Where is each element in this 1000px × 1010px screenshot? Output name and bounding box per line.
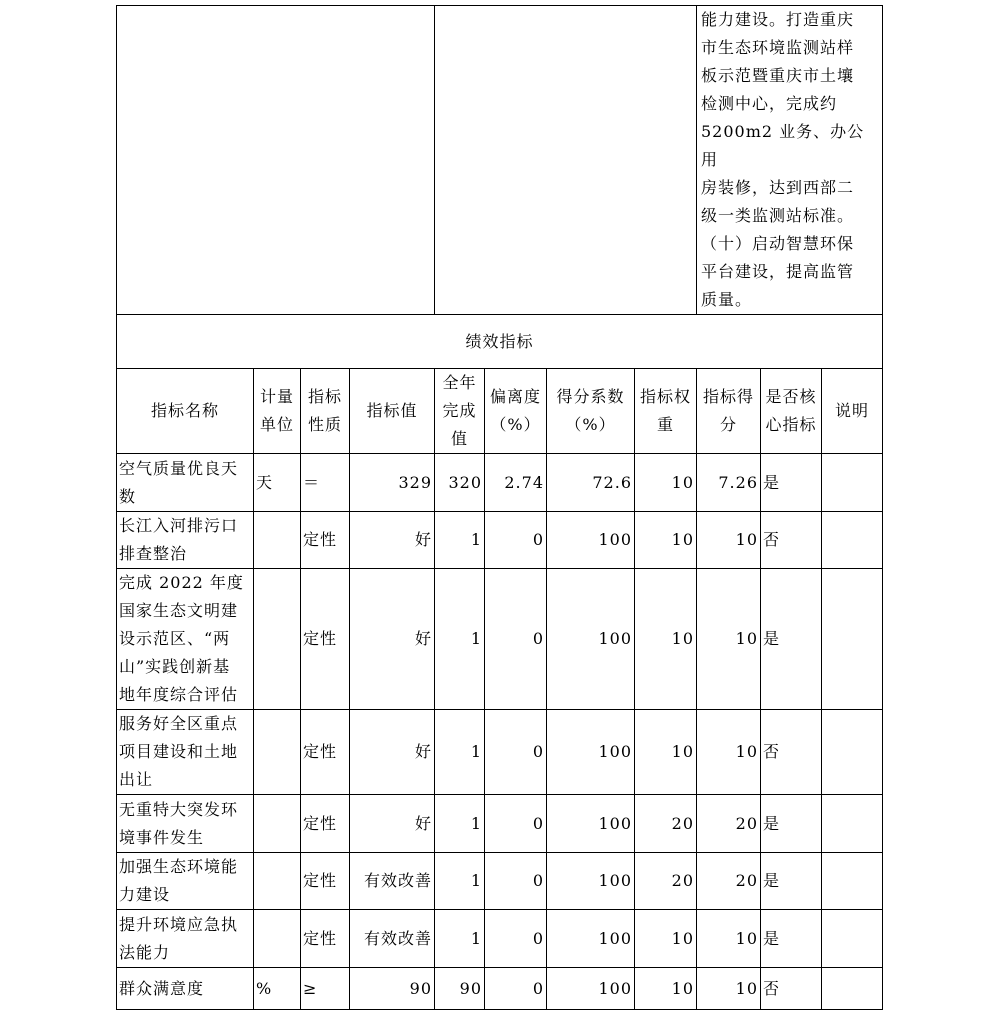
unit-cell [254, 910, 301, 968]
deviation-cell: 0 [485, 910, 547, 968]
indicator-name: 无重特大突发环 境事件发生 [117, 795, 254, 853]
header-coefficient: 得分系数 （%） [547, 369, 635, 454]
header-value: 指标值 [350, 369, 435, 454]
note-cell [822, 454, 883, 512]
coefficient-cell: 100 [547, 795, 635, 853]
nature-cell: 定性 [301, 795, 350, 853]
nature-cell: 定性 [301, 512, 350, 569]
score-cell: 7.26 [697, 454, 761, 512]
header-completed: 全年 完成 值 [435, 369, 485, 454]
table-row [117, 512, 883, 569]
section-title: 绩效指标 [117, 315, 883, 369]
indicator-name: 服务好全区重点 项目建设和土地 出让 [117, 710, 254, 795]
header-core: 是否核 心指标 [761, 369, 822, 454]
value-cell: 有效改善 [350, 910, 435, 968]
table-row [117, 569, 883, 710]
score-cell: 10 [697, 968, 761, 1010]
unit-cell [254, 569, 301, 710]
score-cell: 10 [697, 569, 761, 710]
unit-cell: 天 [254, 454, 301, 512]
completed-cell: 1 [435, 795, 485, 853]
weight-cell: 10 [635, 968, 697, 1010]
header-score: 指标得 分 [697, 369, 761, 454]
coefficient-cell: 72.6 [547, 454, 635, 512]
score-cell: 10 [697, 910, 761, 968]
top-description-row [117, 6, 883, 315]
completed-cell: 1 [435, 569, 485, 710]
core-cell: 否 [761, 512, 822, 569]
header-note: 说明 [822, 369, 883, 454]
unit-cell [254, 853, 301, 910]
indicator-name: 提升环境应急执 法能力 [117, 910, 254, 968]
weight-cell: 10 [635, 454, 697, 512]
table-row [117, 710, 883, 795]
section-title-row [117, 315, 883, 369]
deviation-cell: 0 [485, 968, 547, 1010]
deviation-cell: 2.74 [485, 454, 547, 512]
coefficient-cell: 100 [547, 710, 635, 795]
completed-cell: 1 [435, 710, 485, 795]
completed-cell: 1 [435, 910, 485, 968]
core-cell: 是 [761, 795, 822, 853]
nature-cell: 定性 [301, 569, 350, 710]
work-description-cell: 能力建设。打造重庆 市生态环境监测站样 板示范暨重庆市土壤 检测中心，完成约 5200m2 业务、办公用 房装修，达到西部二 级一类监测站标准。 （十）启动智慧环保 平台建设，提高监管 质量。 [697, 6, 883, 315]
coefficient-cell: 100 [547, 910, 635, 968]
indicator-name: 长江入河排污口 排查整治 [117, 512, 254, 569]
nature-cell: 定性 [301, 910, 350, 968]
note-cell [822, 968, 883, 1010]
weight-cell: 20 [635, 853, 697, 910]
core-cell: 否 [761, 968, 822, 1010]
header-row [117, 369, 883, 454]
indicator-name: 完成 2022 年度 国家生态文明建 设示范区、“两 山”实践创新基 地年度综合评估 [117, 569, 254, 710]
completed-cell: 1 [435, 853, 485, 910]
header-deviation: 偏离度 （%） [485, 369, 547, 454]
score-cell: 10 [697, 512, 761, 569]
table-row [117, 795, 883, 853]
nature-cell: 定性 [301, 853, 350, 910]
indicator-name: 空气质量优良天 数 [117, 454, 254, 512]
unit-cell [254, 512, 301, 569]
indicator-name: 群众满意度 [117, 968, 254, 1010]
table-row [117, 910, 883, 968]
score-cell: 20 [697, 795, 761, 853]
unit-cell: % [254, 968, 301, 1010]
unit-cell [254, 710, 301, 795]
note-cell [822, 853, 883, 910]
coefficient-cell: 100 [547, 512, 635, 569]
nature-cell: ≥ [301, 968, 350, 1010]
unit-cell [254, 795, 301, 853]
table-row [117, 968, 883, 1010]
core-cell: 是 [761, 910, 822, 968]
score-cell: 20 [697, 853, 761, 910]
coefficient-cell: 100 [547, 569, 635, 710]
note-cell [822, 512, 883, 569]
header-weight: 指标权 重 [635, 369, 697, 454]
note-cell [822, 569, 883, 710]
core-cell: 是 [761, 853, 822, 910]
deviation-cell: 0 [485, 569, 547, 710]
value-cell: 好 [350, 710, 435, 795]
weight-cell: 10 [635, 910, 697, 968]
note-cell [822, 910, 883, 968]
header-name: 指标名称 [117, 369, 254, 454]
value-cell: 好 [350, 569, 435, 710]
value-cell: 有效改善 [350, 853, 435, 910]
deviation-cell: 0 [485, 853, 547, 910]
indicator-name: 加强生态环境能 力建设 [117, 853, 254, 910]
weight-cell: 10 [635, 569, 697, 710]
value-cell: 好 [350, 795, 435, 853]
core-cell: 否 [761, 710, 822, 795]
score-cell: 10 [697, 710, 761, 795]
deviation-cell: 0 [485, 710, 547, 795]
coefficient-cell: 100 [547, 853, 635, 910]
header-nature: 指标 性质 [301, 369, 350, 454]
completed-cell: 320 [435, 454, 485, 512]
value-cell: 好 [350, 512, 435, 569]
header-unit: 计量 单位 [254, 369, 301, 454]
note-cell [822, 710, 883, 795]
blank-cell-middle [435, 6, 697, 315]
core-cell: 是 [761, 454, 822, 512]
value-cell: 329 [350, 454, 435, 512]
weight-cell: 10 [635, 710, 697, 795]
core-cell: 是 [761, 569, 822, 710]
nature-cell: 定性 [301, 710, 350, 795]
performance-table [116, 5, 883, 1010]
completed-cell: 90 [435, 968, 485, 1010]
deviation-cell: 0 [485, 512, 547, 569]
deviation-cell: 0 [485, 795, 547, 853]
weight-cell: 20 [635, 795, 697, 853]
value-cell: 90 [350, 968, 435, 1010]
nature-cell: ＝ [301, 454, 350, 512]
note-cell [822, 795, 883, 853]
completed-cell: 1 [435, 512, 485, 569]
table-row [117, 454, 883, 512]
blank-cell-left [117, 6, 435, 315]
weight-cell: 10 [635, 512, 697, 569]
coefficient-cell: 100 [547, 968, 635, 1010]
table-row [117, 853, 883, 910]
